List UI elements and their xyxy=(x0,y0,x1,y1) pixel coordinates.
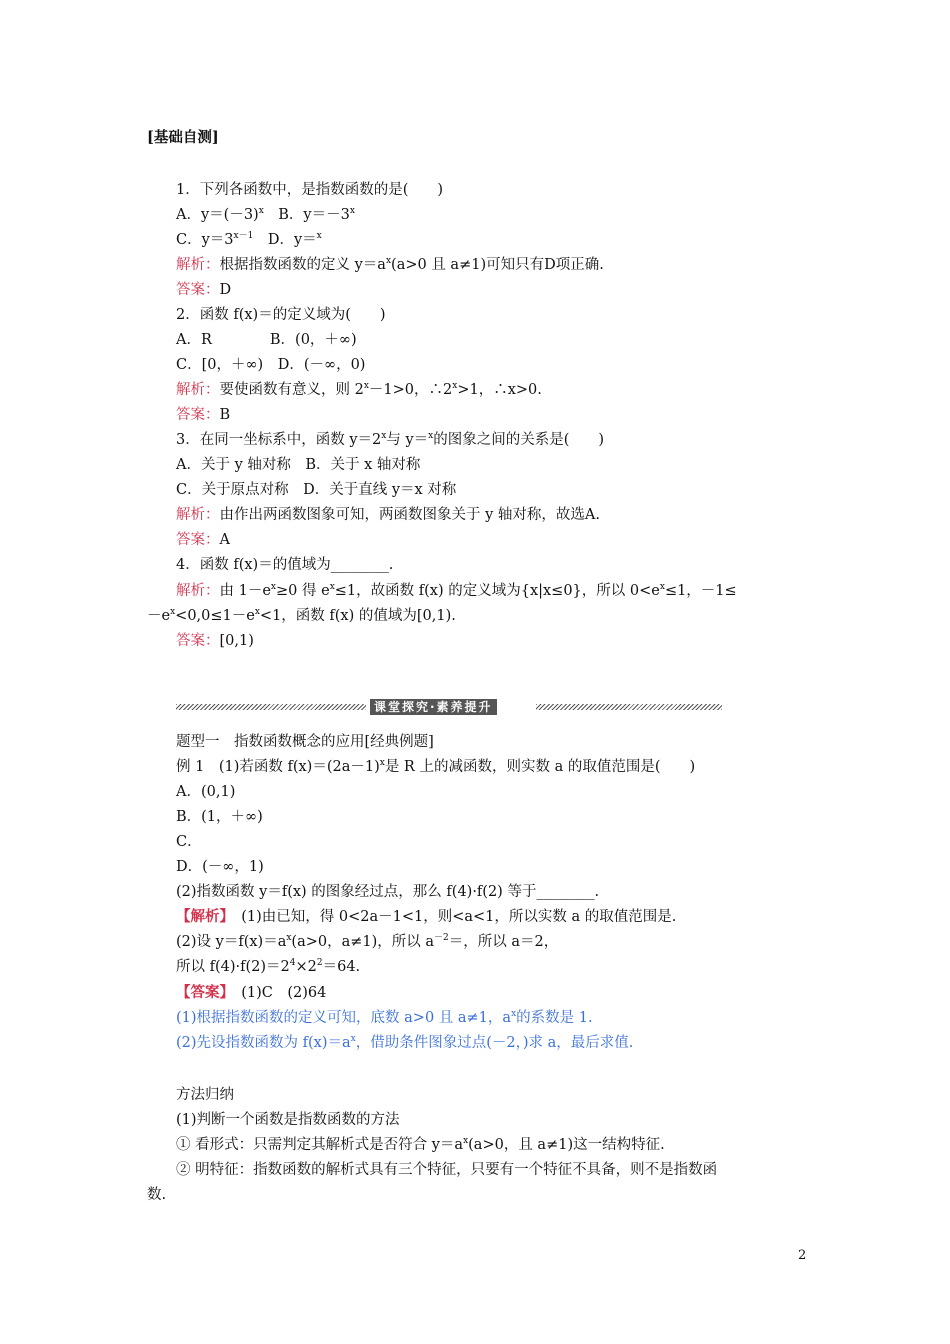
example1-part2: (2)指数函数 y＝f(x) 的图象经过点，那么 f(4)·f(2) 等于________. xyxy=(176,884,600,900)
section-banner xyxy=(176,699,722,715)
page-number: 2 xyxy=(798,1248,807,1263)
banner-label: 课堂探究·素养提升 xyxy=(370,699,497,715)
q4-stem: 4．函数 f(x)＝的值域为________. xyxy=(176,557,394,573)
method-heading: 方法归纳 xyxy=(176,1087,234,1103)
type1-heading: 题型一 指数函数概念的应用[经典例题] xyxy=(176,734,434,750)
method-point-2-continued: 数. xyxy=(147,1187,167,1203)
banner-hatch-right xyxy=(536,704,722,710)
q3-options-cd: C．关于原点对称 D．关于直线 y＝x 对称 xyxy=(176,482,457,498)
example1-option-a: A．(0,1) xyxy=(176,784,236,800)
q1-answer: 答案：D xyxy=(176,282,232,298)
q3-analysis: 解析：由作出两函数图象可知，两函数图象关于 y 轴对称，故选A. xyxy=(176,507,600,523)
q3-options-ab: A．关于 y 轴对称 B．关于 x 轴对称 xyxy=(176,457,421,473)
method-subheading: (1)判断一个函数是指数函数的方法 xyxy=(176,1112,400,1128)
example1-stem: 例 1 (1)若函数 $f(x)=(2a-1)^x$是 R 上的减函数，则实数 a 的取值范围是( ) xyxy=(176,758,696,775)
example1-answer: 【答案】 (1)C (2)64 xyxy=(176,984,327,1001)
method-point-2: ② 明特征：指数函数的解析式具有三个特征，只要有一个特征不具备，则不是指数函 xyxy=(176,1162,718,1178)
q4-analysis-line2: $-e^x<0,0\le 1-e^x<1$，函数 f(x) 的值域为[0,1). xyxy=(147,607,456,624)
example1-option-b: B．(1，＋∞) xyxy=(176,809,263,825)
example1-solution-3: 所以 $f(4)\cdot f(2)=2^4\times 2^2=64$. xyxy=(176,958,361,975)
example1-solution-1: 【解析】 (1)由已知，得 0<2a－1<1，则<a<1，所以实数 a 的取值范围是. xyxy=(176,908,677,925)
example1-option-d: D．(－∞，1) xyxy=(176,859,264,875)
q1-analysis: 解析：根据指数函数的定义 $y=a^x(a>0$ 且 a≠1)可知只有D项正确. xyxy=(176,256,604,273)
example1-option-c: C． xyxy=(176,834,202,850)
banner-hatch-left xyxy=(176,704,366,710)
q1-options-ab: A．$y=(-3)^x$ B．$y=-3^x$ xyxy=(176,206,355,223)
q2-options-ab: A．R B．(0，＋∞) xyxy=(176,332,357,348)
example1-note-1: (1)根据指数函数的定义可知，底数 a>0 且 a≠1，$a^x$的系数是 1. xyxy=(176,1009,593,1026)
q2-options-cd: C．[0，＋∞) D．(－∞，0) xyxy=(176,357,366,373)
q2-stem: 2．函数 f(x)＝的定义域为( ) xyxy=(176,307,386,323)
example1-note-2: (2)先设指数函数为 $f(x)=a^x$，借助条件图象过点(－2，)求 a，最后求值. xyxy=(176,1034,634,1051)
section-title: [基础自测] xyxy=(147,129,219,146)
q4-answer: 答案：[0,1) xyxy=(176,633,254,649)
q2-analysis: 解析：要使函数有意义，则 $2^x-1>0$，$\therefore 2^x>1$，∴x>0. xyxy=(176,381,542,398)
example1-solution-2: (2)设 $y=f(x)=a^x(a>0$，a≠1)，所以 $a^{-2}=$，所以 a＝2， xyxy=(176,933,559,950)
q2-answer: 答案：B xyxy=(176,407,231,423)
method-point-1: ① 看形式：只需判定其解析式是否符合 $y=a^x(a>0$，且 a≠1)这一结构特征. xyxy=(176,1136,665,1153)
q4-analysis-line1: 解析：由 $1-e^x\ge 0$ 得 $e^x\le 1$，故函数 f(x) 的定义域为{x|x≤0}，所以 $0<e^x\le 1$，－1≤ xyxy=(176,582,737,599)
q3-answer: 答案：A xyxy=(176,532,230,548)
q3-stem: 3．在同一坐标系中，函数 $y=2^x$与 y＝$^x$的图象之间的关系是( ) xyxy=(176,431,605,448)
q1-options-cd: C．$y=3^{x-1}$ D．y＝$^x$ xyxy=(176,231,322,248)
q1-stem: 1．下列各函数中，是指数函数的是( ) xyxy=(176,182,444,198)
